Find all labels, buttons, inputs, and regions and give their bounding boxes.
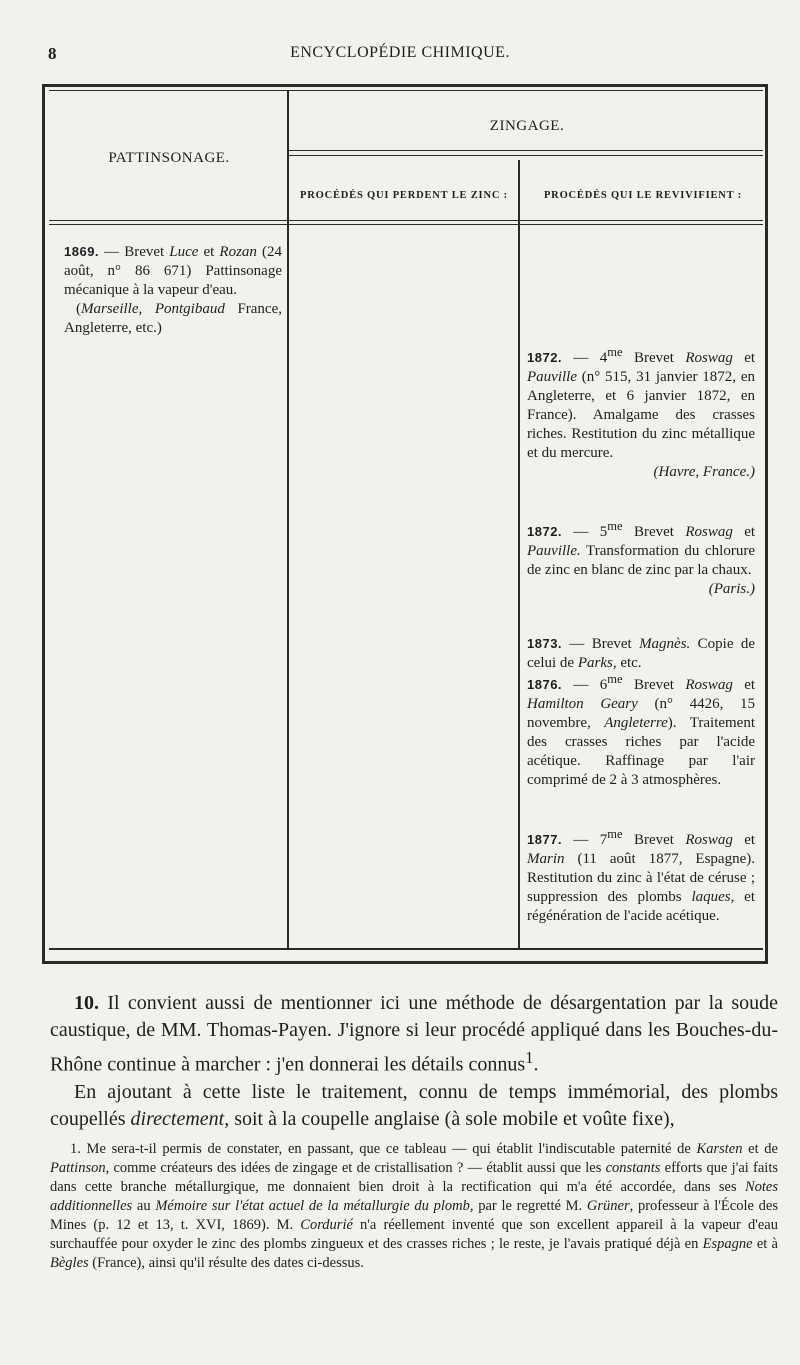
entry-ordinal: me xyxy=(607,672,623,686)
entry-text: (11 août 1877, Espagne). Restitution du zinc à l'état de céruse ; suppression des plombs xyxy=(527,851,755,905)
footnote-text: et à xyxy=(752,1236,778,1252)
entry-location: Paris. xyxy=(713,581,750,597)
zingage-header-rule-2 xyxy=(289,155,763,156)
entry-name: Roswag xyxy=(685,832,733,848)
entry-ordinal: me xyxy=(607,519,623,533)
paragraph-text: En ajoutant à cette liste le traitement, connu de temps immémorial, des plombs coupellés xyxy=(50,1080,778,1130)
entry-year: 1873. xyxy=(527,636,563,651)
paragraph-text: soit à la coupelle anglaise (à sole mobile et voûte fixe), xyxy=(229,1107,675,1130)
entry-text: , et régénération de l'acide acétique. xyxy=(527,889,755,924)
entry-year: 1876. xyxy=(527,677,563,692)
entry-text: et xyxy=(732,832,756,848)
entry-text: et xyxy=(732,677,756,693)
footnote-place: Espagne xyxy=(702,1236,753,1252)
entry-year: 1872. xyxy=(527,350,563,365)
entry-name: laques xyxy=(691,889,731,905)
entry-name: Roswag xyxy=(685,350,733,366)
entry-location: ) xyxy=(750,581,755,597)
column-header-zingage: ZINGAGE. xyxy=(489,118,565,134)
page-number: 8 xyxy=(48,44,57,63)
entry-1869-pattinsonage xyxy=(64,242,282,338)
entry-text: , etc. xyxy=(612,655,642,671)
paragraph-text: . xyxy=(533,1053,539,1076)
entry-text: Brevet xyxy=(622,677,686,693)
entry-text: (24 août, n° 86 671) Pattinsonage mécanique à la vapeur d'eau. xyxy=(64,244,282,298)
entry-year: 1877. xyxy=(527,832,563,847)
footnote-text: comme créateurs des idées de zingage et de cristallisation ? — établit aussi que les xyxy=(109,1160,606,1176)
entry-text: ). Traitement des crasses riches par l'acide acétique. Raffinage par l'air comprimé de 2 à 3 atmosphères. xyxy=(527,715,756,788)
entry-name: Hamilton Geary xyxy=(527,696,638,712)
column-divider-left xyxy=(287,90,289,948)
entry-text: — 5 xyxy=(562,524,608,540)
entry-name: Marin xyxy=(527,851,565,867)
footnote-name: Karsten xyxy=(696,1141,743,1157)
body-text xyxy=(50,990,778,1133)
entry-ordinal: me xyxy=(607,345,623,359)
entry-text: Brevet xyxy=(622,350,686,366)
footnote-number: 1. xyxy=(70,1141,81,1157)
entry-1873-magnes xyxy=(527,634,755,673)
footnote-name: Grüner xyxy=(586,1198,630,1214)
paragraph-text: Il convient aussi de mentionner ici une méthode de désargentation par la soude caustique, de MM. Thomas-Payen. J'ignore si leur procédé appliqué dans les Bouches-du-Rhône continue à marcher : j'en donnerai les détails connus xyxy=(50,992,778,1076)
entry-1872-5me-brevet xyxy=(527,517,755,599)
entry-text: et xyxy=(732,350,756,366)
entry-text: Brevet xyxy=(622,832,686,848)
entry-text: (n° 515, 31 janvier 1872, en Angleterre, et 6 janvier 1872, en France). Amalgame des crasses riches. Restitution du zinc métallique et du mercure. xyxy=(527,369,755,461)
entry-name: Rozan xyxy=(219,244,257,260)
entry-text: Copie de celui de xyxy=(527,636,755,671)
footnote-text: Me sera-t-il permis de constater, en passant, que ce tableau — qui établit l'indiscutable paternité de xyxy=(80,1141,697,1157)
header-bottom-rule-2 xyxy=(49,224,763,225)
subheader-revivifient: PROCÉDÉS QUI LE REVIVIFIENT : xyxy=(543,190,743,201)
footnote-title: Mémoire sur l'état actuel de la métallurgie du plomb, xyxy=(155,1198,474,1214)
header-bottom-rule xyxy=(49,220,763,221)
paragraph-continuation xyxy=(50,1079,778,1133)
entry-location: Marseille, Pontgibaud xyxy=(81,301,225,317)
entry-text: et xyxy=(198,244,220,260)
entry-text: et xyxy=(732,524,756,540)
entry-location: ) xyxy=(750,464,755,480)
entry-location: ( xyxy=(76,301,81,317)
paragraph-emphasis: directement, xyxy=(130,1107,230,1130)
entry-location: France, Angleterre, etc.) xyxy=(64,301,282,336)
zingage-header-rule xyxy=(289,150,763,151)
entry-year: 1872. xyxy=(527,524,563,539)
entry-name: Roswag xyxy=(685,524,733,540)
footnote-place: Bègles xyxy=(50,1255,89,1271)
entry-text: — 6 xyxy=(562,677,608,693)
entry-name: Pauville xyxy=(527,369,577,385)
entry-year: 1869. xyxy=(64,244,100,259)
entry-name: Parks xyxy=(577,655,613,671)
entry-text: — 4 xyxy=(562,350,608,366)
footnote-ref: 1 xyxy=(525,1048,534,1067)
entry-text: — Brevet xyxy=(562,636,640,652)
footnote-text: , professeur à l'École des Mines (p. 12 et 13, t. XVI, 1869). M. xyxy=(50,1198,778,1233)
footnote-text: et de xyxy=(742,1141,778,1157)
footnote-text: au xyxy=(132,1198,156,1214)
footnote xyxy=(50,1140,778,1273)
entry-name: Luce xyxy=(169,244,199,260)
footnote-text: par le regretté M. xyxy=(473,1198,587,1214)
footnote-name: Pattinson, xyxy=(50,1160,110,1176)
entry-1872-4me-brevet xyxy=(527,343,755,482)
footnote-emphasis: constants xyxy=(605,1160,661,1176)
paragraph-10 xyxy=(50,990,778,1079)
entry-name: Magnès. xyxy=(639,636,691,652)
paragraph-number: 10. xyxy=(74,992,99,1014)
footnote-text: (France), ainsi qu'il résulte des dates ci-dessus. xyxy=(88,1255,364,1271)
entry-location: ( xyxy=(653,464,659,480)
entry-text: — 7 xyxy=(562,832,608,848)
footnote-text: n'a réellement inventé que son excellent appareil à la vapeur d'eau surchauffée pour oxyder le zinc des plombs zingueux et des crasses riches ; le reste, je l'avais pratiqué déjà en xyxy=(50,1217,778,1252)
footnote-name: Cordurié xyxy=(300,1217,353,1233)
subheader-perdent-zinc: PROCÉDÉS QUI PERDENT LE ZINC : xyxy=(300,190,508,201)
entry-text: — Brevet xyxy=(99,244,170,260)
footnote-text: efforts que j'ai faits dans cette branche métallurgique, me donnaient bien droit à la rectification qui m'a été accordée, dans ses xyxy=(50,1160,778,1195)
entry-text: Brevet xyxy=(622,524,686,540)
entry-text: (n° 4426, 15 novembre, xyxy=(527,696,756,731)
entry-name: Pauville. xyxy=(527,543,581,559)
column-header-pattinsonage: PATTINSONAGE. xyxy=(108,150,230,166)
entry-name: Roswag xyxy=(685,677,733,693)
entry-location: Havre, France. xyxy=(658,464,750,480)
entry-ordinal: me xyxy=(607,827,623,841)
footnote-title: Notes additionnelles xyxy=(50,1179,778,1214)
entry-1877-7me-brevet xyxy=(527,825,755,926)
entry-1876-6me-brevet xyxy=(527,670,755,790)
entry-text: Transformation du chlorure de zinc en blanc de zinc par la chaux. xyxy=(527,543,755,578)
entry-name: Angleterre xyxy=(604,715,668,731)
running-head: ENCYCLOPÉDIE CHIMIQUE. xyxy=(290,44,510,61)
entry-location: ( xyxy=(708,581,714,597)
column-divider-right xyxy=(518,160,520,948)
